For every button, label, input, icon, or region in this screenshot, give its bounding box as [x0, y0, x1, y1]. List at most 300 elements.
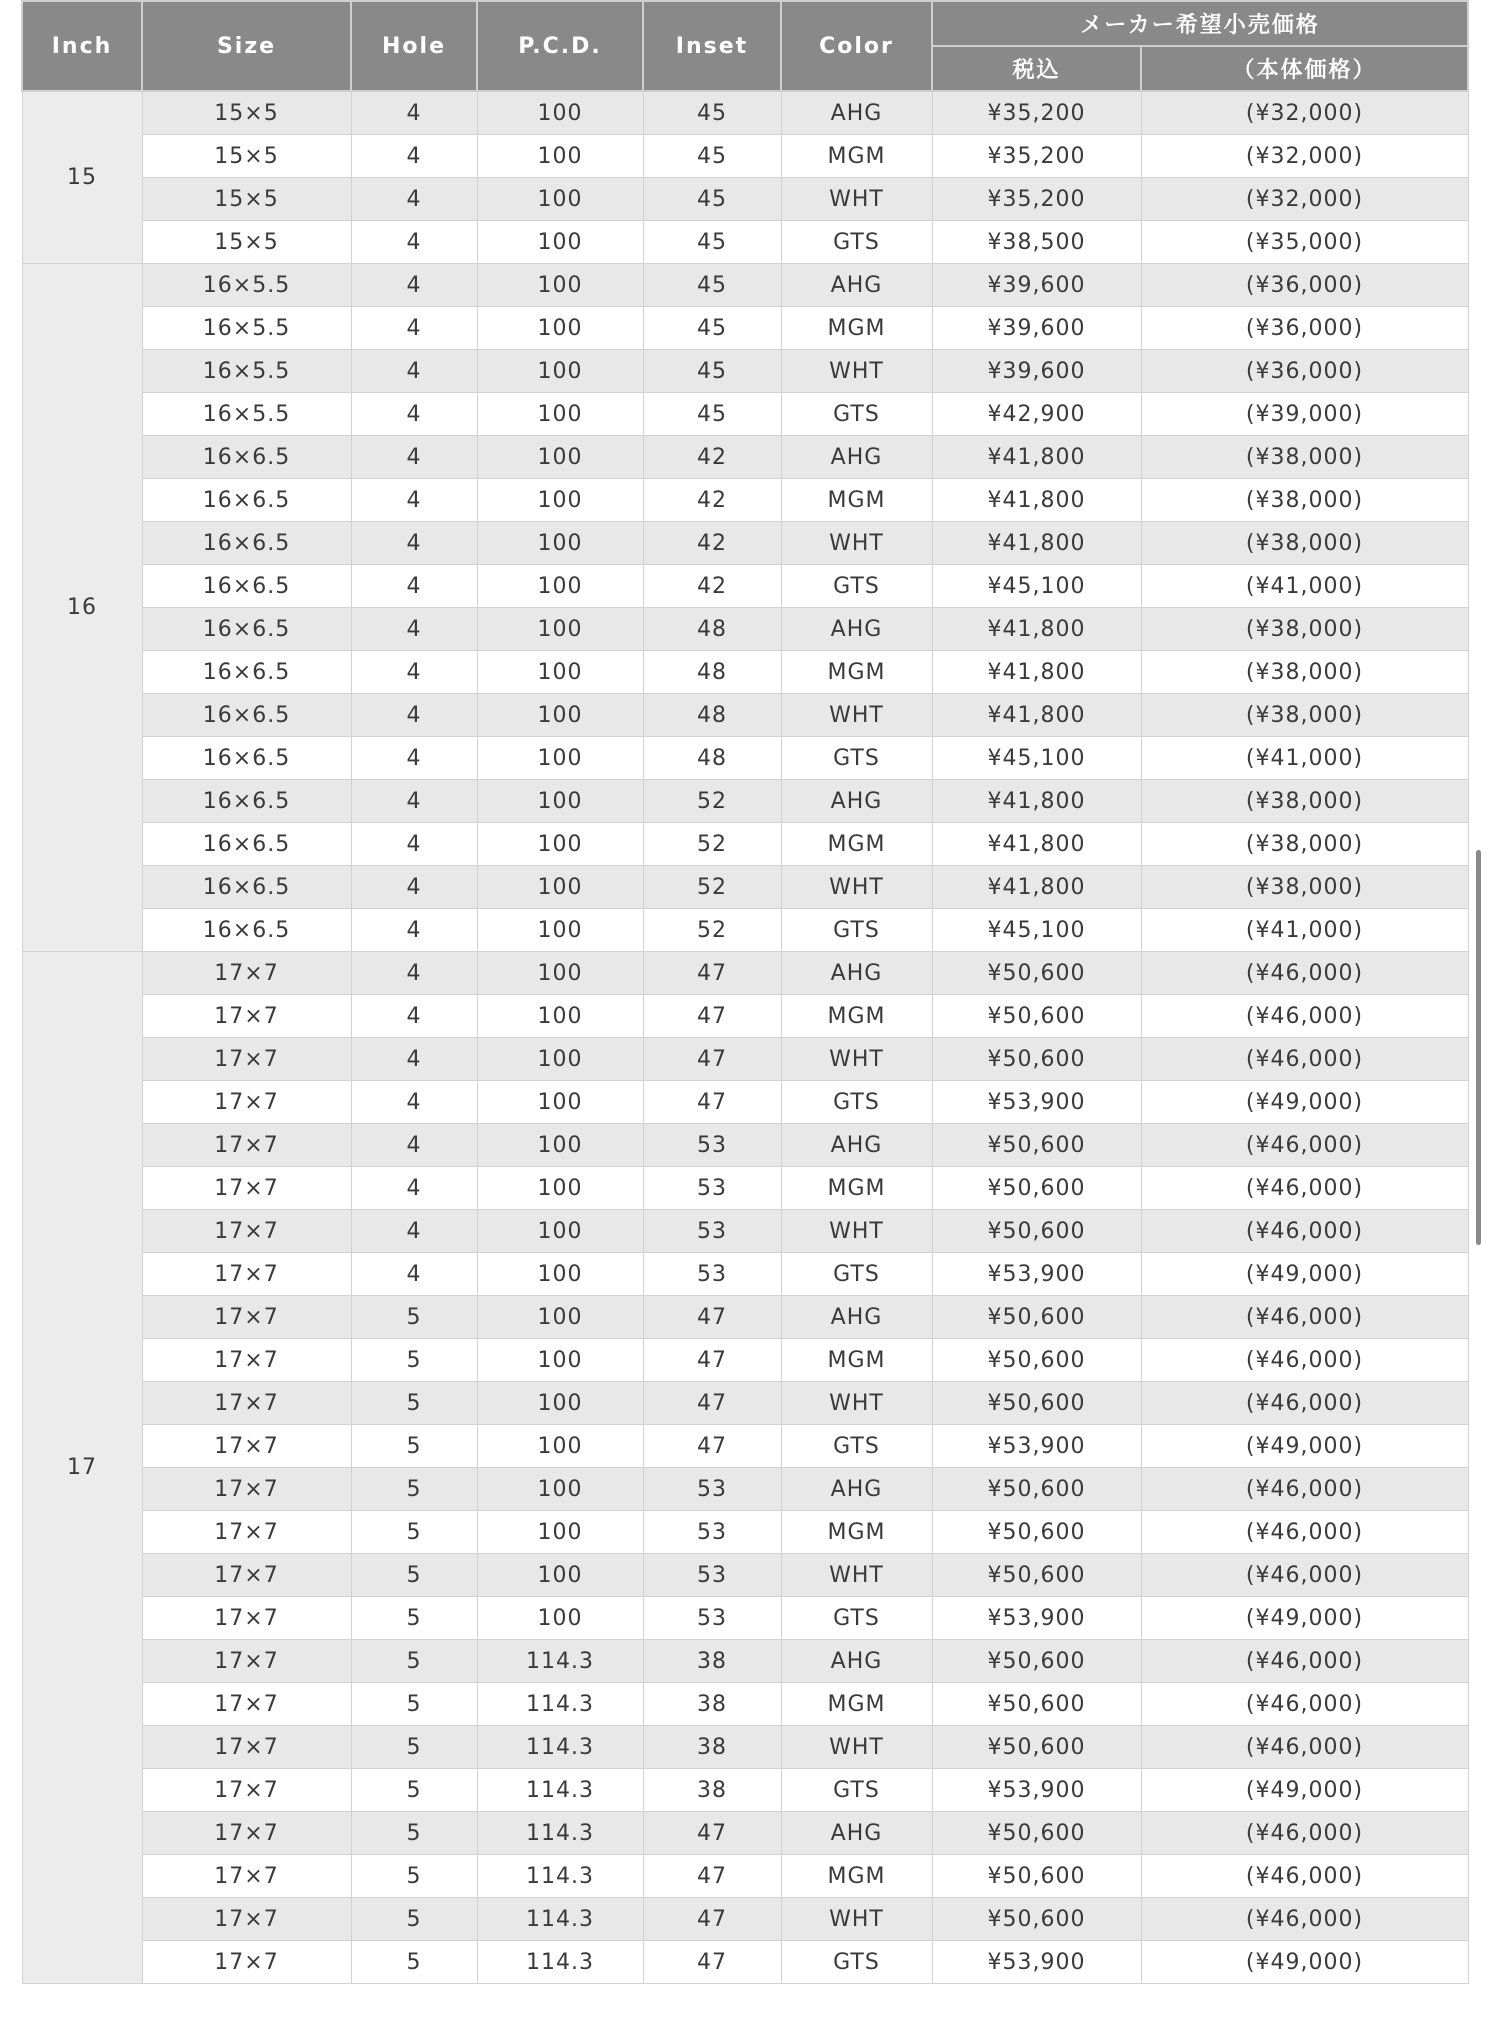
wheel-spec-table: [21, 0, 1469, 1984]
pcd-cell: 114.3: [477, 1941, 643, 1984]
inset-cell: 47: [643, 1812, 781, 1855]
header-hole: Hole: [351, 1, 477, 91]
hole-cell: 4: [351, 694, 477, 737]
price-base-cell: (¥38,000): [1141, 651, 1468, 694]
price-base-cell: (¥35,000): [1141, 221, 1468, 264]
price-base-cell: (¥46,000): [1141, 1210, 1468, 1253]
inset-cell: 52: [643, 780, 781, 823]
pcd-cell: 100: [477, 479, 643, 522]
color-cell: WHT: [781, 350, 932, 393]
price-tax-included-cell: ¥50,600: [932, 1511, 1141, 1554]
size-cell: 17×7: [142, 995, 351, 1038]
pcd-cell: 100: [477, 1511, 643, 1554]
price-base-cell: (¥49,000): [1141, 1769, 1468, 1812]
price-base-cell: (¥38,000): [1141, 436, 1468, 479]
size-cell: 15×5: [142, 178, 351, 221]
color-cell: WHT: [781, 1554, 932, 1597]
table-row: [22, 1898, 1468, 1941]
hole-cell: 4: [351, 909, 477, 952]
inset-cell: 53: [643, 1511, 781, 1554]
hole-cell: 4: [351, 221, 477, 264]
hole-cell: 5: [351, 1511, 477, 1554]
header-pcd: P.C.D.: [477, 1, 643, 91]
size-cell: 16×6.5: [142, 522, 351, 565]
pcd-cell: 100: [477, 221, 643, 264]
pcd-cell: 100: [477, 436, 643, 479]
color-cell: MGM: [781, 995, 932, 1038]
color-cell: GTS: [781, 1597, 932, 1640]
table-row: [22, 479, 1468, 522]
inset-cell: 48: [643, 651, 781, 694]
color-cell: MGM: [781, 1339, 932, 1382]
pcd-cell: 100: [477, 1167, 643, 1210]
table-row: [22, 1554, 1468, 1597]
color-cell: WHT: [781, 866, 932, 909]
pcd-cell: 100: [477, 608, 643, 651]
price-tax-included-cell: ¥53,900: [932, 1253, 1141, 1296]
price-base-cell: (¥38,000): [1141, 608, 1468, 651]
size-cell: 17×7: [142, 1081, 351, 1124]
pcd-cell: 100: [477, 1468, 643, 1511]
hole-cell: 5: [351, 1597, 477, 1640]
price-tax-included-cell: ¥50,600: [932, 1124, 1141, 1167]
size-cell: 16×6.5: [142, 694, 351, 737]
price-base-cell: (¥41,000): [1141, 737, 1468, 780]
header-size: Size: [142, 1, 351, 91]
color-cell: AHG: [781, 1640, 932, 1683]
color-cell: AHG: [781, 1296, 932, 1339]
size-cell: 15×5: [142, 135, 351, 178]
size-cell: 17×7: [142, 1124, 351, 1167]
color-cell: AHG: [781, 780, 932, 823]
price-base-cell: (¥49,000): [1141, 1597, 1468, 1640]
price-base-cell: (¥36,000): [1141, 350, 1468, 393]
table-row: [22, 135, 1468, 178]
color-cell: MGM: [781, 135, 932, 178]
inch-group-cell: 16: [22, 264, 142, 952]
table-row: [22, 995, 1468, 1038]
price-base-cell: (¥38,000): [1141, 866, 1468, 909]
size-cell: 16×6.5: [142, 651, 351, 694]
table-row: [22, 522, 1468, 565]
pcd-cell: 100: [477, 995, 643, 1038]
price-base-cell: (¥46,000): [1141, 1898, 1468, 1941]
size-cell: 17×7: [142, 1855, 351, 1898]
inset-cell: 45: [643, 307, 781, 350]
hole-cell: 4: [351, 823, 477, 866]
pcd-cell: 114.3: [477, 1726, 643, 1769]
wheel-spec-table-container: [21, 0, 1467, 1984]
hole-cell: 4: [351, 1253, 477, 1296]
pcd-cell: 100: [477, 1597, 643, 1640]
pcd-cell: 100: [477, 952, 643, 995]
inset-cell: 53: [643, 1253, 781, 1296]
price-base-cell: (¥41,000): [1141, 565, 1468, 608]
price-tax-included-cell: ¥53,900: [932, 1425, 1141, 1468]
price-base-cell: (¥36,000): [1141, 264, 1468, 307]
pcd-cell: 100: [477, 1081, 643, 1124]
size-cell: 16×6.5: [142, 737, 351, 780]
size-cell: 16×5.5: [142, 307, 351, 350]
pcd-cell: 100: [477, 780, 643, 823]
color-cell: MGM: [781, 1855, 932, 1898]
scrollbar-thumb[interactable]: [1476, 850, 1481, 1245]
inset-cell: 42: [643, 479, 781, 522]
pcd-cell: 100: [477, 909, 643, 952]
size-cell: 16×6.5: [142, 436, 351, 479]
size-cell: 16×5.5: [142, 264, 351, 307]
price-base-cell: (¥46,000): [1141, 1511, 1468, 1554]
size-cell: 17×7: [142, 1640, 351, 1683]
pcd-cell: 100: [477, 565, 643, 608]
price-tax-included-cell: ¥53,900: [932, 1597, 1141, 1640]
hole-cell: 4: [351, 1167, 477, 1210]
hole-cell: 4: [351, 608, 477, 651]
price-base-cell: (¥49,000): [1141, 1425, 1468, 1468]
size-cell: 16×6.5: [142, 909, 351, 952]
inset-cell: 38: [643, 1640, 781, 1683]
table-row: [22, 1038, 1468, 1081]
hole-cell: 5: [351, 1812, 477, 1855]
inset-cell: 48: [643, 608, 781, 651]
pcd-cell: 114.3: [477, 1855, 643, 1898]
color-cell: AHG: [781, 264, 932, 307]
color-cell: GTS: [781, 1425, 932, 1468]
price-base-cell: (¥38,000): [1141, 823, 1468, 866]
pcd-cell: 114.3: [477, 1812, 643, 1855]
price-tax-included-cell: ¥41,800: [932, 651, 1141, 694]
price-base-cell: (¥38,000): [1141, 479, 1468, 522]
color-cell: GTS: [781, 1081, 932, 1124]
inset-cell: 45: [643, 350, 781, 393]
color-cell: WHT: [781, 1210, 932, 1253]
price-tax-included-cell: ¥53,900: [932, 1081, 1141, 1124]
table-row: [22, 436, 1468, 479]
color-cell: MGM: [781, 823, 932, 866]
price-tax-included-cell: ¥50,600: [932, 1812, 1141, 1855]
size-cell: 17×7: [142, 1167, 351, 1210]
inset-cell: 52: [643, 823, 781, 866]
hole-cell: 5: [351, 1425, 477, 1468]
price-tax-included-cell: ¥39,600: [932, 264, 1141, 307]
table-row: [22, 221, 1468, 264]
price-tax-included-cell: ¥41,800: [932, 479, 1141, 522]
color-cell: GTS: [781, 737, 932, 780]
color-cell: GTS: [781, 393, 932, 436]
price-tax-included-cell: ¥50,600: [932, 1339, 1141, 1382]
price-base-cell: (¥46,000): [1141, 1683, 1468, 1726]
inset-cell: 45: [643, 135, 781, 178]
price-tax-included-cell: ¥45,100: [932, 737, 1141, 780]
size-cell: 16×6.5: [142, 866, 351, 909]
inset-cell: 47: [643, 1382, 781, 1425]
hole-cell: 5: [351, 1855, 477, 1898]
price-base-cell: (¥46,000): [1141, 1812, 1468, 1855]
color-cell: AHG: [781, 1812, 932, 1855]
color-cell: MGM: [781, 651, 932, 694]
size-cell: 17×7: [142, 1769, 351, 1812]
inch-group-cell: 17: [22, 952, 142, 1984]
price-base-cell: (¥46,000): [1141, 1554, 1468, 1597]
inset-cell: 47: [643, 1038, 781, 1081]
price-tax-included-cell: ¥39,600: [932, 307, 1141, 350]
table-row: [22, 651, 1468, 694]
price-tax-included-cell: ¥50,600: [932, 1167, 1141, 1210]
inset-cell: 48: [643, 737, 781, 780]
table-row: [22, 1640, 1468, 1683]
inset-cell: 52: [643, 866, 781, 909]
hole-cell: 5: [351, 1898, 477, 1941]
table-row: [22, 866, 1468, 909]
price-tax-included-cell: ¥35,200: [932, 178, 1141, 221]
size-cell: 17×7: [142, 1425, 351, 1468]
size-cell: 17×7: [142, 1941, 351, 1984]
table-row: [22, 1382, 1468, 1425]
table-body: [22, 91, 1468, 1984]
table-row: [22, 1167, 1468, 1210]
inset-cell: 42: [643, 522, 781, 565]
color-cell: AHG: [781, 608, 932, 651]
price-base-cell: (¥46,000): [1141, 1296, 1468, 1339]
table-row: [22, 1253, 1468, 1296]
price-base-cell: (¥32,000): [1141, 135, 1468, 178]
color-cell: GTS: [781, 565, 932, 608]
price-base-cell: (¥46,000): [1141, 1167, 1468, 1210]
hole-cell: 4: [351, 479, 477, 522]
table-row: [22, 1425, 1468, 1468]
price-tax-included-cell: ¥39,600: [932, 350, 1141, 393]
pcd-cell: 100: [477, 1425, 643, 1468]
hole-cell: 5: [351, 1683, 477, 1726]
pcd-cell: 100: [477, 866, 643, 909]
price-base-cell: (¥41,000): [1141, 909, 1468, 952]
price-tax-included-cell: ¥50,600: [932, 1468, 1141, 1511]
price-base-cell: (¥46,000): [1141, 1468, 1468, 1511]
inset-cell: 53: [643, 1597, 781, 1640]
pcd-cell: 100: [477, 393, 643, 436]
price-tax-included-cell: ¥50,600: [932, 995, 1141, 1038]
price-base-cell: (¥46,000): [1141, 1038, 1468, 1081]
color-cell: WHT: [781, 178, 932, 221]
table-row: [22, 264, 1468, 307]
inset-cell: 53: [643, 1210, 781, 1253]
price-tax-included-cell: ¥50,600: [932, 1210, 1141, 1253]
price-tax-included-cell: ¥45,100: [932, 909, 1141, 952]
price-tax-included-cell: ¥41,800: [932, 522, 1141, 565]
pcd-cell: 100: [477, 1554, 643, 1597]
size-cell: 16×6.5: [142, 780, 351, 823]
price-tax-included-cell: ¥50,600: [932, 1038, 1141, 1081]
hole-cell: 4: [351, 565, 477, 608]
hole-cell: 5: [351, 1941, 477, 1984]
inset-cell: 47: [643, 1425, 781, 1468]
price-tax-included-cell: ¥50,600: [932, 952, 1141, 995]
color-cell: GTS: [781, 1941, 932, 1984]
hole-cell: 4: [351, 264, 477, 307]
pcd-cell: 100: [477, 264, 643, 307]
price-base-cell: (¥46,000): [1141, 1382, 1468, 1425]
hole-cell: 4: [351, 393, 477, 436]
table-row: [22, 780, 1468, 823]
color-cell: WHT: [781, 1038, 932, 1081]
header-tax-included: 税込: [932, 46, 1141, 91]
size-cell: 17×7: [142, 1726, 351, 1769]
hole-cell: 4: [351, 866, 477, 909]
inset-cell: 53: [643, 1554, 781, 1597]
hole-cell: 4: [351, 135, 477, 178]
pcd-cell: 114.3: [477, 1640, 643, 1683]
pcd-cell: 100: [477, 1339, 643, 1382]
hole-cell: 5: [351, 1339, 477, 1382]
size-cell: 17×7: [142, 1511, 351, 1554]
inset-cell: 47: [643, 1898, 781, 1941]
price-tax-included-cell: ¥50,600: [932, 1855, 1141, 1898]
hole-cell: 4: [351, 307, 477, 350]
price-tax-included-cell: ¥41,800: [932, 694, 1141, 737]
price-tax-included-cell: ¥41,800: [932, 608, 1141, 651]
pcd-cell: 100: [477, 737, 643, 780]
price-tax-included-cell: ¥35,200: [932, 135, 1141, 178]
hole-cell: 4: [351, 651, 477, 694]
pcd-cell: 100: [477, 1038, 643, 1081]
price-base-cell: (¥32,000): [1141, 91, 1468, 135]
inset-cell: 53: [643, 1124, 781, 1167]
price-tax-included-cell: ¥50,600: [932, 1726, 1141, 1769]
hole-cell: 4: [351, 522, 477, 565]
price-tax-included-cell: ¥45,100: [932, 565, 1141, 608]
price-base-cell: (¥38,000): [1141, 694, 1468, 737]
hole-cell: 5: [351, 1554, 477, 1597]
price-base-cell: (¥39,000): [1141, 393, 1468, 436]
pcd-cell: 100: [477, 1253, 643, 1296]
size-cell: 16×6.5: [142, 479, 351, 522]
table-header: [22, 1, 1468, 91]
table-row: [22, 952, 1468, 995]
table-row: [22, 1941, 1468, 1984]
price-tax-included-cell: ¥42,900: [932, 393, 1141, 436]
price-base-cell: (¥46,000): [1141, 1339, 1468, 1382]
hole-cell: 4: [351, 1038, 477, 1081]
color-cell: AHG: [781, 952, 932, 995]
pcd-cell: 100: [477, 307, 643, 350]
hole-cell: 4: [351, 780, 477, 823]
price-tax-included-cell: ¥41,800: [932, 823, 1141, 866]
size-cell: 17×7: [142, 1038, 351, 1081]
table-row: [22, 1769, 1468, 1812]
table-row: [22, 1081, 1468, 1124]
inset-cell: 47: [643, 1855, 781, 1898]
inset-cell: 38: [643, 1683, 781, 1726]
hole-cell: 4: [351, 1081, 477, 1124]
size-cell: 16×5.5: [142, 350, 351, 393]
inset-cell: 45: [643, 91, 781, 135]
table-row: [22, 1683, 1468, 1726]
price-base-cell: (¥38,000): [1141, 780, 1468, 823]
inset-cell: 53: [643, 1167, 781, 1210]
price-base-cell: (¥46,000): [1141, 995, 1468, 1038]
pcd-cell: 100: [477, 522, 643, 565]
color-cell: AHG: [781, 436, 932, 479]
header-base-price: （本体価格）: [1141, 46, 1468, 91]
table-row: [22, 1339, 1468, 1382]
hole-cell: 4: [351, 995, 477, 1038]
price-tax-included-cell: ¥50,600: [932, 1296, 1141, 1339]
price-base-cell: (¥32,000): [1141, 178, 1468, 221]
color-cell: MGM: [781, 479, 932, 522]
color-cell: WHT: [781, 522, 932, 565]
price-base-cell: (¥49,000): [1141, 1941, 1468, 1984]
pcd-cell: 100: [477, 694, 643, 737]
color-cell: AHG: [781, 91, 932, 135]
pcd-cell: 114.3: [477, 1683, 643, 1726]
inset-cell: 38: [643, 1726, 781, 1769]
price-base-cell: (¥46,000): [1141, 1855, 1468, 1898]
price-base-cell: (¥49,000): [1141, 1081, 1468, 1124]
inset-cell: 45: [643, 264, 781, 307]
price-tax-included-cell: ¥50,600: [932, 1640, 1141, 1683]
hole-cell: 4: [351, 91, 477, 135]
price-tax-included-cell: ¥41,800: [932, 780, 1141, 823]
price-tax-included-cell: ¥50,600: [932, 1898, 1141, 1941]
inset-cell: 45: [643, 221, 781, 264]
size-cell: 16×6.5: [142, 565, 351, 608]
hole-cell: 4: [351, 1124, 477, 1167]
price-base-cell: (¥36,000): [1141, 307, 1468, 350]
inset-cell: 47: [643, 1296, 781, 1339]
price-tax-included-cell: ¥41,800: [932, 866, 1141, 909]
price-base-cell: (¥49,000): [1141, 1253, 1468, 1296]
table-row: [22, 1296, 1468, 1339]
header-retail-price: メーカー希望小売価格: [932, 1, 1468, 46]
color-cell: GTS: [781, 221, 932, 264]
table-row: [22, 178, 1468, 221]
table-row: [22, 91, 1468, 135]
pcd-cell: 100: [477, 1124, 643, 1167]
color-cell: MGM: [781, 1683, 932, 1726]
size-cell: 17×7: [142, 1597, 351, 1640]
size-cell: 16×6.5: [142, 608, 351, 651]
pcd-cell: 100: [477, 1382, 643, 1425]
pcd-cell: 100: [477, 823, 643, 866]
price-base-cell: (¥46,000): [1141, 1124, 1468, 1167]
hole-cell: 5: [351, 1468, 477, 1511]
table-row: [22, 565, 1468, 608]
hole-cell: 4: [351, 436, 477, 479]
pcd-cell: 100: [477, 178, 643, 221]
inset-cell: 45: [643, 178, 781, 221]
table-row: [22, 737, 1468, 780]
size-cell: 17×7: [142, 1296, 351, 1339]
size-cell: 17×7: [142, 1683, 351, 1726]
size-cell: 17×7: [142, 1382, 351, 1425]
size-cell: 16×5.5: [142, 393, 351, 436]
price-tax-included-cell: ¥38,500: [932, 221, 1141, 264]
pcd-cell: 100: [477, 651, 643, 694]
table-row: [22, 350, 1468, 393]
hole-cell: 5: [351, 1296, 477, 1339]
pcd-cell: 100: [477, 1210, 643, 1253]
table-row: [22, 307, 1468, 350]
inset-cell: 42: [643, 565, 781, 608]
hole-cell: 4: [351, 350, 477, 393]
table-row: [22, 608, 1468, 651]
hole-cell: 5: [351, 1382, 477, 1425]
pcd-cell: 114.3: [477, 1769, 643, 1812]
inset-cell: 53: [643, 1468, 781, 1511]
header-inch: Inch: [22, 1, 142, 91]
hole-cell: 5: [351, 1769, 477, 1812]
hole-cell: 4: [351, 178, 477, 221]
